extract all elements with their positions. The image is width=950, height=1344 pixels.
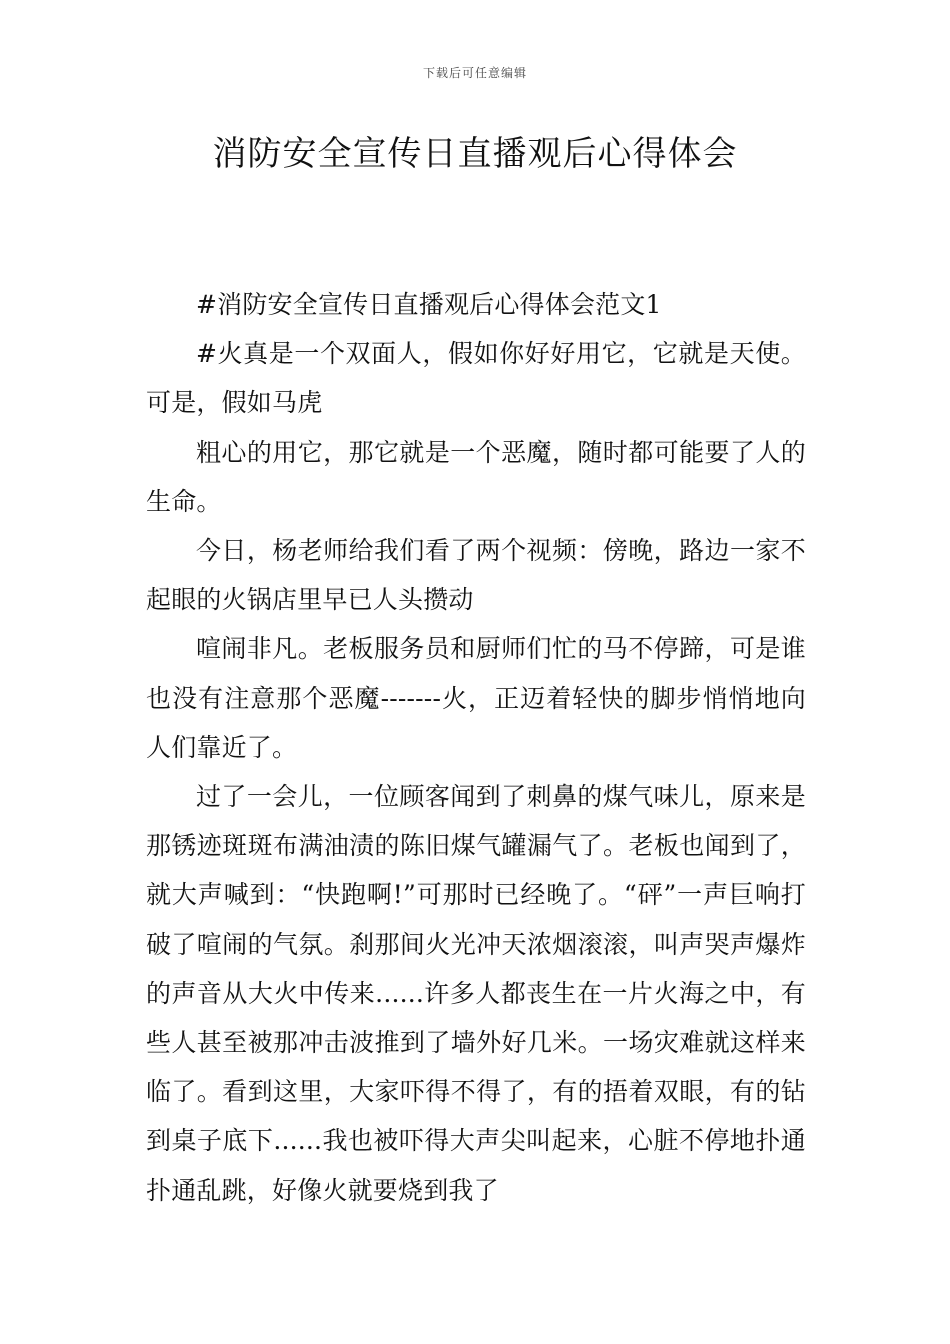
paragraph-5: 喧闹非凡。老板服务员和厨师们忙的马不停蹄，可是谁也没有注意那个恶魔-------火，正迈着轻快的脚步悄悄地向人们靠近了。: [146, 634, 806, 762]
paragraph-2: #火真是一个双面人，假如你好好用它，它就是天使。可是，假如马虎: [146, 339, 806, 418]
paragraph-1: #消防安全宣传日直播观后心得体会范文1: [196, 290, 662, 319]
document-body: [146, 280, 806, 1215]
paragraph-4: 今日，杨老师给我们看了两个视频：傍晚，路边一家不起眼的火锅店里早已人头攒动: [146, 536, 806, 615]
header-note: 下载后可任意编辑: [422, 66, 527, 80]
document-title: 消防安全宣传日直播观后心得体会: [212, 134, 738, 174]
paragraph-3: 粗心的用它，那它就是一个恶魔，随时都可能要了人的生命。: [146, 437, 806, 516]
paragraph-6: 过了一会儿，一位顾客闻到了刺鼻的煤气味儿，原来是那锈迹斑斑布满油渍的陈旧煤气罐漏气了。老板也闻到了，就大声喊到：“快跑啊!”可那时已经晚了。“砰”一声巨响打破了喧闹的气氛。刹那间火光冲天浓烟滚滚，叫声哭声爆炸的声音从大火中传来......许多人都丧生在一片火海之中，有些人甚至被那冲击波推到了墙外好几米。一场灾难就这样来临了。看到这里，大家吓得不得了，有的捂着双眼，有的钻到桌子底下......我也被吓得大声尖叫起来，心脏不停地扑通扑通乱跳，好像火就要烧到我了: [146, 782, 806, 1205]
